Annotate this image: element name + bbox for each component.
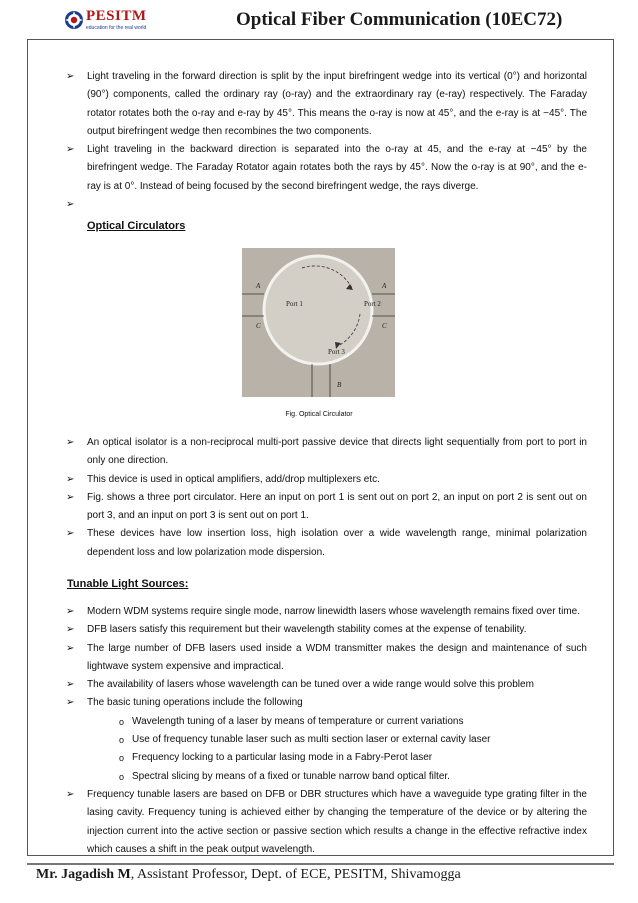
list-item-text: Frequency tunable lasers are based on DFB or DBR structures which have a waveguide type grating filter in the lasing cavity. Frequency tuning is achieved either by changing the temperature of the device or by altering the injection current into the active section or passive section which results a change in the effective refractive index which causes a shift in the peak output wavelength. <box>87 788 587 855</box>
arrow-bullet-icon: ➢ <box>66 491 75 503</box>
label-a-right: A <box>382 282 387 290</box>
pesitm-logo <box>64 6 164 36</box>
circulator-bullets <box>67 434 587 562</box>
list-item <box>67 621 587 639</box>
logo-name: PESITM <box>86 8 147 24</box>
arrow-bullet-icon: ➢ <box>66 144 75 156</box>
port-1-label: Port 1 <box>286 300 303 308</box>
label-c-right: C <box>382 322 387 330</box>
arrow-bullet-icon: ➢ <box>66 679 75 691</box>
list-item-text: DFB lasers satisfy this requirement but their wavelength stability comes at the expense of tenability. <box>87 624 527 636</box>
ring-bullet-icon: o <box>119 753 125 764</box>
sub-list-item-text: Frequency locking to a particular lasing mode in a Fabry-Perot laser <box>132 752 433 764</box>
tunable-bullets <box>67 603 587 859</box>
page-footer <box>36 867 461 883</box>
arrow-bullet-icon: ➢ <box>66 199 75 211</box>
sub-list-item-text: Use of frequency tunable laser such as multi section laser or external cavity laser <box>132 734 491 746</box>
circulator-diagram <box>242 248 395 397</box>
port-3-label: Port 3 <box>328 348 345 356</box>
sub-list-item-text: Spectral slicing by means of a fixed or tunable narrow band optical filter. <box>132 770 450 782</box>
arrow-bullet-icon: ➢ <box>66 528 75 540</box>
sub-list-item <box>67 713 587 731</box>
arrow-bullet-icon: ➢ <box>66 606 75 617</box>
port-2-label: Port 2 <box>364 300 381 308</box>
author-affiliation: , Assistant Professor, Dept. of ECE, PESITM, Shivamogga <box>130 867 461 882</box>
ring-bullet-icon: o <box>119 735 125 746</box>
circulator-ring <box>264 256 372 364</box>
label-a-left: A <box>256 282 261 290</box>
arrow-bullet-icon: ➢ <box>66 642 75 654</box>
page-header <box>0 0 638 40</box>
page-title: Optical Fiber Communication (10EC72) <box>236 9 563 30</box>
list-item-text: These devices have low insertion loss, high isolation over a wide wavelength range, minimal polarization dependent loss and low polarization mode dispersion. <box>87 528 587 558</box>
isolator-section <box>67 68 587 214</box>
label-b: B <box>337 381 342 389</box>
arrow-bullet-icon: ➢ <box>66 437 75 448</box>
arrow-bullet-icon: ➢ <box>66 624 75 636</box>
list-item <box>67 141 587 196</box>
sub-list-item-text: Wavelength tuning of a laser by means of temperature or current variations <box>132 715 464 727</box>
author-name: Mr. Jagadish M <box>36 867 131 882</box>
arrow-bullet-icon: ➢ <box>66 788 75 800</box>
list-item <box>67 603 587 621</box>
list-item-text: An optical isolator is a non-reciprocal multi-port passive device that directs light sequentially from port to port in only one direction. <box>87 437 587 467</box>
ring-bullet-icon: o <box>119 716 125 727</box>
sub-list-item <box>67 768 587 786</box>
list-item-text: The availability of lasers whose wavelength can be tuned over a wide range would solve this problem <box>87 679 534 691</box>
list-item-text: Light traveling in the forward direction is split by the input birefringent wedge into its vertical (0°) and horizontal (90°) components, called the ordinary ray (o-ray) and the extraordinary ray (e-ray) respectively. The Faraday rotator rotates both the o-ray and e-ray by 45°. This means the o-ray is now at 45°, and the e-ray is at −45°. The output birefringent wedge then recombines the two components. <box>87 71 587 137</box>
label-c-left: C <box>256 322 261 330</box>
section-heading-circulators: Optical Circulators <box>87 220 186 232</box>
list-item <box>67 525 587 562</box>
arrow-bullet-icon: ➢ <box>66 71 75 82</box>
list-item-text: The large number of DFB lasers used inside a WDM transmitter makes the design and maintenance of such lightwave system expensive and impractical. <box>87 642 587 672</box>
list-item <box>67 640 587 677</box>
section-heading-tunable: Tunable Light Sources: <box>67 578 189 590</box>
list-item <box>67 489 587 526</box>
list-item <box>67 694 587 712</box>
list-item-text: Fig. shows a three port circulator. Here an input on port 1 is sent out on port 2, an input on port 2 is sent out on port 3, and an input on port 3 is sent out on port 1. <box>87 491 587 522</box>
list-item-text: Light traveling in the backward direction is separated into the o-ray at 45, and the e-ray at −45° by the birefringent wedge. The Faraday Rotator again rotates both the rays by 45°. Now the o-ray is at 90°, and the e-ray is at 0°. Instead of being focused by the second birefringent wedge, the rays diverge. <box>87 144 587 192</box>
logo-emblem-icon <box>64 10 84 30</box>
logo-tagline: education for the real world <box>86 25 147 31</box>
sub-list-item <box>67 749 587 767</box>
circulator-figure <box>242 248 395 397</box>
figure-caption: Fig. Optical Circulator <box>285 411 353 418</box>
footer-divider <box>27 863 614 865</box>
ring-bullet-icon: o <box>119 771 125 782</box>
list-item <box>67 676 587 694</box>
list-item-text: Modern WDM systems require single mode, narrow linewidth lasers whose wavelength remains fixed over time. <box>87 606 580 617</box>
arrow-bullet-icon: ➢ <box>66 473 75 485</box>
list-item <box>67 196 587 214</box>
sub-list-item <box>67 731 587 749</box>
list-item <box>67 434 587 471</box>
arrow-bullet-icon: ➢ <box>66 697 75 709</box>
list-item <box>67 471 587 489</box>
list-item-text: This device is used in optical amplifiers, add/drop multiplexers etc. <box>87 473 380 485</box>
list-item-text: The basic tuning operations include the following <box>87 697 303 709</box>
list-item <box>67 68 587 141</box>
list-item <box>67 786 587 859</box>
